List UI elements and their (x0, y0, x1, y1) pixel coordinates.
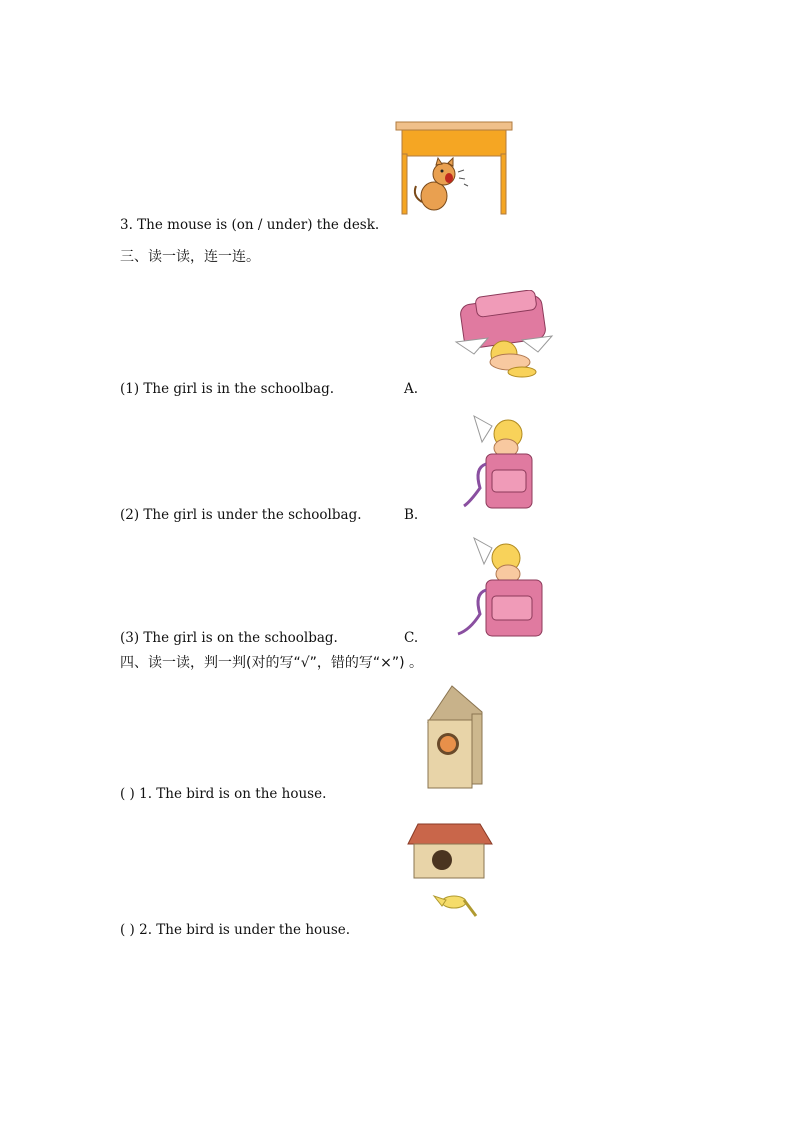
small-birdhouse-picture (406, 822, 494, 922)
match-option-c: C. (404, 630, 419, 646)
girl-under-schoolbag-picture (452, 290, 556, 382)
section4-heading: 四、读一读，判一判(对的写“√”，错的写“×”) 。 (120, 655, 424, 671)
girl-in-schoolbag-picture (460, 412, 540, 510)
judge-item-2: ( ) 2. The bird is under the house. (120, 922, 351, 938)
girl-on-schoolbag-picture (456, 534, 548, 638)
match-option-a: A. (404, 381, 419, 397)
section3-heading: 三、读一读，连一连。 (120, 249, 260, 265)
match-item-2: (2) The girl is under the schoolbag. (120, 507, 362, 523)
judge-item-1: ( ) 1. The bird is on the house. (120, 786, 327, 802)
match-option-b: B. (404, 507, 419, 523)
tall-birdhouse-picture (424, 682, 486, 790)
match-item-1: (1) The girl is in the schoolbag. (120, 381, 335, 397)
q3-mouse-sentence: 3. The mouse is (on / under) the desk. (120, 217, 380, 233)
desk-cat-picture (392, 118, 516, 216)
match-item-3: (3) The girl is on the schoolbag. (120, 630, 338, 646)
